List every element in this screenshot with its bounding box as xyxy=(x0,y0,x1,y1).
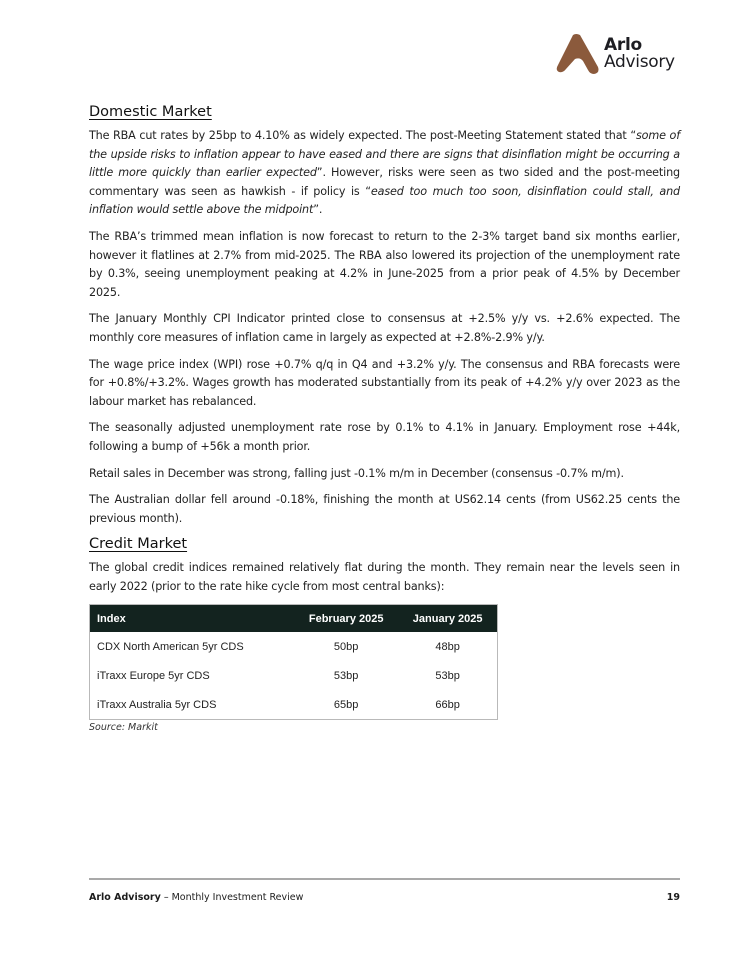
table-cell: 53bp xyxy=(333,669,359,682)
footer-divider xyxy=(89,878,680,880)
table-row xyxy=(90,632,498,661)
domestic-paragraph-4: The wage price index (WPI) rose +0.7% q/q in Q4 and +3.2% y/y. The consensus and RBA forecasts were for +0.8%/+3.2%. Wages growth has moderated substantially from its peak of +4.2% y/y over 2023 as the labour market has rebalanced. xyxy=(89,357,680,408)
domestic-paragraph-7: The Australian dollar fell around -0.18%, finishing the month at US62.14 cents (from US62.25 cents the previous month). xyxy=(89,493,680,525)
text-run: The RBA cut rates by 25bp to 4.10% as widely expected. The post-Meeting Statement stated that “ xyxy=(89,129,636,142)
arlo-a-logo-icon xyxy=(556,33,600,75)
table-cell: 50bp xyxy=(333,640,359,653)
quote-run: eased too much too soon, disinflation could stall, and inflation would settle above the midpoint xyxy=(89,184,680,217)
table-cell: 65bp xyxy=(333,698,359,711)
footer-subtitle: – Monthly Investment Review xyxy=(160,892,304,903)
domestic-paragraph-1 xyxy=(89,127,680,220)
column-header: Index xyxy=(90,605,295,633)
table-cell: iTraxx Australia 5yr CDS xyxy=(97,698,217,711)
domestic-paragraph-2: The RBA’s trimmed mean inflation is now forecast to return to the 2-3% target band six months earlier, however it flatlines at 2.7% from mid-2025. The RBA also lowered its projection of the unemployment rate by 0.3%, seeing unemployment peaking at 4.2% in June-2025 from a prior peak of 4.5% by December 2025. xyxy=(89,229,680,299)
logo-line2: Advisory xyxy=(604,52,675,72)
page-content xyxy=(89,104,680,733)
text-run: ”. xyxy=(313,203,323,217)
table-row xyxy=(90,690,498,720)
logo-line1: Arlo xyxy=(604,35,642,55)
table-source: Source: Markit xyxy=(89,722,158,734)
column-header: January 2025 xyxy=(398,605,497,633)
domestic-market-heading: Domestic Market xyxy=(89,104,212,120)
footer-brand: Arlo Advisory xyxy=(89,892,161,903)
domestic-paragraph-5: The seasonally adjusted unemployment rate rose by 0.1% to 4.1% in January. Employment rose +44k, following a bump of +56k a month prior. xyxy=(89,421,680,453)
credit-market-heading: Credit Market xyxy=(89,536,188,553)
table-header-row xyxy=(90,605,498,633)
table-cell: iTraxx Europe 5yr CDS xyxy=(97,669,210,682)
page-number: 19 xyxy=(666,892,680,903)
credit-paragraph-1: The global credit indices remained relatively flat during the month. They remain near the levels seen in early 2022 (prior to the rate hike cycle from most central banks): xyxy=(89,561,680,593)
table-row xyxy=(90,661,498,690)
column-header: February 2025 xyxy=(294,605,398,633)
domestic-paragraph-6: Retail sales in December was strong, falling just -0.1% m/m in December (consensus -0.7% m/m). xyxy=(89,466,624,480)
table-cell: 53bp xyxy=(435,669,460,682)
table-cell: 66bp xyxy=(435,698,460,711)
domestic-paragraph-3: The January Monthly CPI Indicator printed close to consensus at +2.5% y/y vs. +2.6% expected. The monthly core measures of inflation came in largely as expected at +2.8%-2.9% y/y. xyxy=(89,312,680,344)
quote-run: some of the upside risks to inflation appear to have eased and there are signs that disinflation might be occurring a little more quickly than earlier expected xyxy=(89,129,680,180)
text-run: ”. However, risks were seen as two sided and the post-meeting commentary was seen as hawkish - if policy is “ xyxy=(89,166,680,198)
credit-indices-table xyxy=(89,604,498,720)
table-cell: CDX North American 5yr CDS xyxy=(97,640,244,653)
table-cell: 48bp xyxy=(435,640,460,653)
logo xyxy=(556,33,675,75)
page-footer xyxy=(89,892,680,903)
